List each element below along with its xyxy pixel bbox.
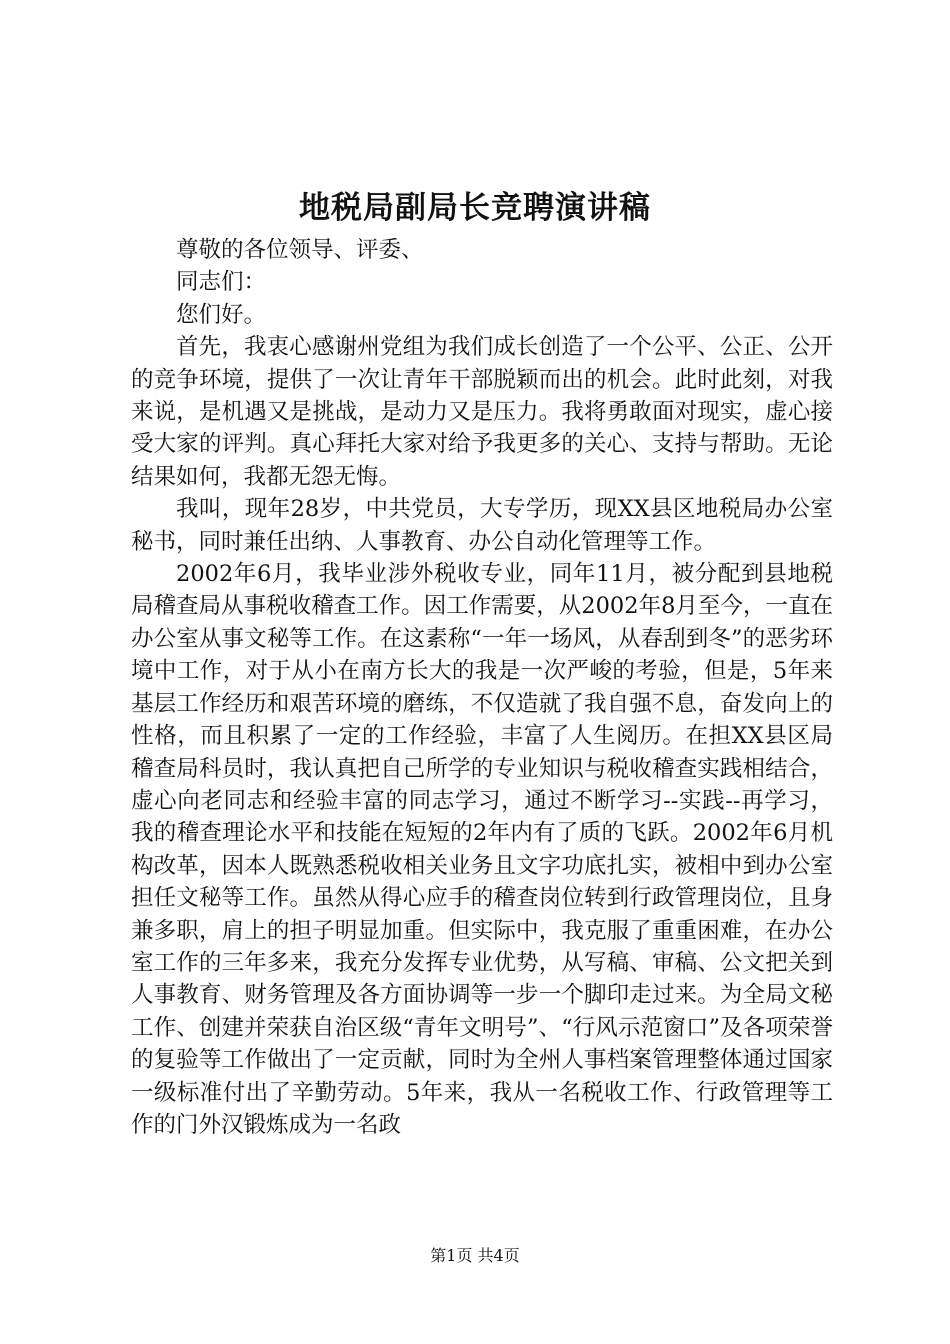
salutation-line: 同志们： <box>176 269 267 296</box>
body-paragraph: 2002年6月，我毕业涉外税收专业，同年11月，被分配到县地税局稽查局从事税收稽查工作。因工作需要，从2002年8月至今，一直在办公室从事文秘等工作。在这素称“一年一场风，从春刮到冬”的恶劣环境中工作，对于从小在南方长大的我是一次严峻的考验，但是，5年来基层工作经历和艰苦环境的磨练，不仅造就了我自强不息，奋发向上的性格，而且积累了一定的工作经验，丰富了人生阅历。在担XX县区局稽查局科员时，我认真把自己所学的专业知识与税收稽查实践相结合，虚心向老同志和经验丰富的同志学习，通过不断学习--实践--再学习，我的稽查理论水平和技能在短短的2年内有了质的飞跃。2002年6月机构改革，因本人既熟悉税收相关业务且文字功底扎实，被相中到办公室担任文秘等工作。虽然从得心应手的稽查岗位转到行政管理岗位，且身兼多职，肩上的担子明显加重。但实际中，我克服了重重困难，在办公室工作的三年多来，我充分发挥专业优势，从写稿、审稿、公文把关到人事教育、财务管理及各方面协调等一步一个脚印走过来。为全局文秘工作、创建并荣获自治区级“青年文明号”、“行风示范窗口”及各项荣誉的复验等工作做出了一定贡献，同时为全州人事档案管理整体通过国家一级标准付出了辛勤劳动。5年来，我从一名税收工作、行政管理等工作的门外汉锻炼成为一名政 <box>131 561 833 1138</box>
salutation-line: 尊敬的各位领导、评委、 <box>176 237 424 263</box>
page-number-footer: 第1页 共4页 <box>430 1246 520 1265</box>
greeting-line: 您们好。 <box>176 301 267 328</box>
body-paragraph: 首先，我衷心感谢州党组为我们成长创造了一个公平、公正、公开的竞争环境，提供了一次让青年干部脱颖而出的机会。此时此刻，对我来说，是机遇又是挑战，是动力又是压力。我将勇敢面对现实，虚心接受大家的评判。真心拜托大家对给予我更多的关心、支持与帮助。无论结果如何，我都无怨无悔。 <box>131 334 833 490</box>
body-paragraph: 我叫，现年28岁，中共党员，大专学历，现XX县区地税局办公室秘书，同时兼任出纳、人事教育、办公自动化管理等工作。 <box>131 496 833 555</box>
document-title: 地税局副局长竞聘演讲稿 <box>299 190 651 226</box>
document-body <box>131 234 833 1141</box>
